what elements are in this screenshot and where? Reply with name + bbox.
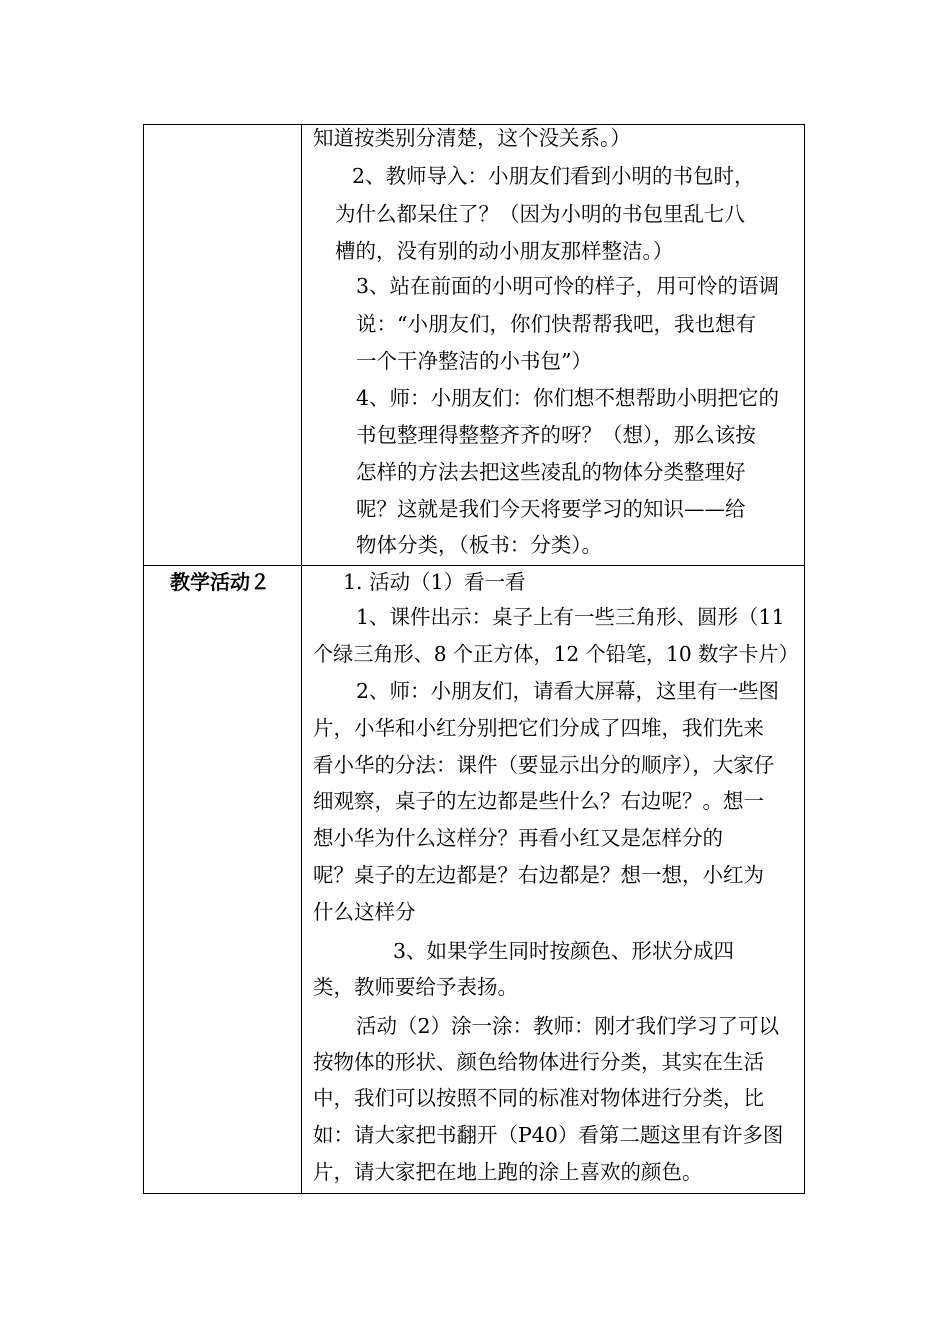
row2-line-5: 片，小华和小红分别把它们分成了四堆，我们先来 [313, 716, 764, 740]
row1-line-12: 物体分类，（板书：分类）。 [356, 533, 602, 557]
row1-line-3: 为什么都呆住了？（因为小明的书包里乱七八 [335, 202, 745, 226]
row2-line-11: 3、如果学生同时按颜色、形状分成四 [393, 939, 735, 963]
row2-line-2: 1、课件出示：桌子上有一些三角形、圆形（11 [356, 605, 785, 629]
row2-line-17: 片，请大家把在地上跑的涂上喜欢的颜色。 [313, 1160, 703, 1184]
row2-line-9: 呢？桌子的左边都是？右边都是？想一想，小红为 [313, 863, 764, 887]
row1-line-9: 书包整理得整整齐齐的呀？（想），那么该按 [356, 423, 756, 447]
row2-line-3: 个绿三角形、8 个正方体，12 个铅笔，10 数字卡片） [313, 642, 799, 666]
row2-line-13: 活动（2）涂一涂：教师：刚才我们学习了可以 [356, 1014, 780, 1038]
row2-line-16: 如：请大家把书翻开（P40）看第二题这里有许多图 [313, 1123, 784, 1147]
row2-line-15: 中，我们可以按照不同的标准对物体进行分类，比 [313, 1086, 764, 1110]
row2-line-10: 什么这样分 [313, 900, 416, 924]
row1-line-5: 3、站在前面的小明可怜的样子，用可怜的语调 [356, 274, 780, 298]
row2-line-4: 2、师：小朋友们，请看大屏幕，这里有一些图 [356, 679, 780, 703]
row1-line-8: 4、师：小朋友们：你们想不想帮助小明把它的 [356, 386, 780, 410]
row1-line-10: 怎样的方法去把这些凌乱的物体分类整理好 [356, 460, 746, 484]
row1-line-11: 呢？这就是我们今天将要学习的知识——给 [356, 497, 746, 521]
row1-line-2: 2、教师导入：小朋友们看到小明的书包时， [352, 164, 755, 188]
row2-line-12: 类，教师要给予表扬。 [313, 975, 518, 999]
row2-label: 教学活动２ [170, 570, 270, 594]
row1-line-1: 知道按类别分清楚，这个没关系。） [313, 126, 631, 150]
row2-line-8: 想小华为什么这样分？再看小红又是怎样分的 [313, 826, 723, 850]
row1-line-4: 槽的，没有别的动小朋友那样整洁。） [335, 239, 674, 263]
row1-line-6: 说：“小朋友们，你们快帮帮我吧，我也想有 [356, 312, 756, 336]
row2-line-14: 按物体的形状、颜色给物体进行分类，其实在生活 [313, 1050, 764, 1074]
row2-line-1: 1. 活动（1）看一看 [343, 570, 526, 594]
row2-line-6: 看小华的分法：课件（要显示出分的顺序），大家仔 [313, 753, 775, 777]
row2-line-7: 细观察，桌子的左边都是些什么？右边呢？。想一 [313, 789, 764, 813]
row1-line-7: 一个干净整洁的小书包”） [356, 349, 592, 373]
